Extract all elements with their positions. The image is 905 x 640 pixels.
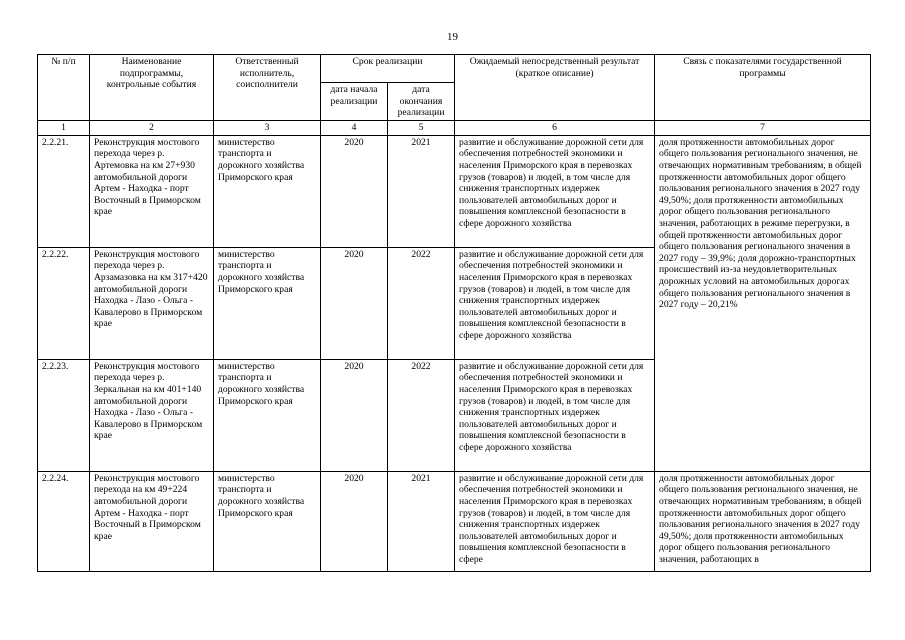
- col-index: 6: [455, 120, 655, 135]
- row-link: доля протяженности автомобильных дорог общего пользования регионального значения, не отвечающих нормативным требованиям, в общей протяженности автомобильных дорог общего пользования регионального значения в 2027 году 49,50%; доля протяженности автомобильных дорог общего пользования регионального значения, работающих в: [655, 471, 871, 571]
- page-number: 19: [447, 31, 458, 43]
- row-name: Реконструкция мостового перехода через р. Арзамазовка на км 317+420 автомобильной дороги Находка - Лазо - Ольга - Кавалерово в Приморском крае: [90, 247, 214, 359]
- row-result: развитие и обслуживание дорожной сети для обеспечения потребностей экономики и населения Приморского края в перевозках грузов (товаров) и людей, в том числе для снижения транспортных издержек пользователей автомобильных дорог и повышения комплексной безопасности в сфере дорожного хозяйства: [455, 247, 655, 359]
- header-term: Срок реализации: [321, 55, 455, 83]
- header-result: Ожидаемый непосредственный результат (краткое описание): [455, 55, 655, 121]
- header-name: Наименование подпрограммы, контрольные события: [90, 55, 214, 121]
- col-index: 3: [214, 120, 321, 135]
- row-executor: министерство транспорта и дорожного хозяйства Приморского края: [214, 247, 321, 359]
- row-executor: министерство транспорта и дорожного хозяйства Приморского края: [214, 359, 321, 471]
- row-name: Реконструкция мостового перехода через р. Артемовка на км 27+930 автомобильной дороги Артем - Находка - порт Восточный в Приморском крае: [90, 135, 214, 247]
- row-end-year: 2021: [388, 471, 455, 571]
- row-result: развитие и обслуживание дорожной сети для обеспечения потребностей экономики и населения Приморского края в перевозках грузов (товаров) и людей, в том числе для снижения транспортных издержек пользователей автомобильных дорог и повышения комплексной безопасности в сфере: [455, 471, 655, 571]
- row-end-year: 2021: [388, 135, 455, 247]
- row-executor: министерство транспорта и дорожного хозяйства Приморского края: [214, 471, 321, 571]
- row-name: Реконструкция мостового перехода на км 49+224 автомобильной дороги Артем - Находка - порт Восточный в Приморском крае: [90, 471, 214, 571]
- program-table: [37, 54, 871, 572]
- row-number: 2.2.24.: [38, 471, 90, 571]
- column-index-row: [38, 120, 871, 135]
- header-num: № п/п: [38, 55, 90, 121]
- row-link-merged: доля протяженности автомобильных дорог общего пользования регионального значения, не отвечающих нормативным требованиям, в общей протяженности автомобильных дорог общего пользования регионального значения в 2027 году 49,50%; доля протяженности автомобильных дорог общего пользования регионального значения, работающих в режиме перегрузки, в общей протяженности автомобильных дорог общего пользования регионального значения в 2027 году – 39,9%; доля дорожно-транспортных происшествий из-за неудовлетворительных дорожных условий на автомобильных дорогах общего пользования регионального значения в 2027 году – 20,21%: [655, 135, 871, 471]
- header-end: дата окончания реализации: [388, 83, 455, 121]
- row-end-year: 2022: [388, 247, 455, 359]
- row-executor: министерство транспорта и дорожного хозяйства Приморского края: [214, 135, 321, 247]
- col-index: 1: [38, 120, 90, 135]
- row-number: 2.2.21.: [38, 135, 90, 247]
- header-executor: Ответственный исполнитель, соисполнители: [214, 55, 321, 121]
- row-start-year: 2020: [321, 247, 388, 359]
- row-start-year: 2020: [321, 135, 388, 247]
- header-start: дата начала реализации: [321, 83, 388, 121]
- row-number: 2.2.22.: [38, 247, 90, 359]
- row-result: развитие и обслуживание дорожной сети для обеспечения потребностей экономики и населения Приморского края в перевозках грузов (товаров) и людей, в том числе для снижения транспортных издержек пользователей автомобильных дорог и повышения комплексной безопасности в сфере дорожного хозяйства: [455, 135, 655, 247]
- col-index: 7: [655, 120, 871, 135]
- col-index: 2: [90, 120, 214, 135]
- row-start-year: 2020: [321, 359, 388, 471]
- row-result: развитие и обслуживание дорожной сети для обеспечения потребностей экономики и населения Приморского края в перевозках грузов (товаров) и людей, в том числе для снижения транспортных издержек пользователей автомобильных дорог и повышения комплексной безопасности в сфере дорожного хозяйства: [455, 359, 655, 471]
- table-row: [38, 135, 871, 247]
- row-number: 2.2.23.: [38, 359, 90, 471]
- row-start-year: 2020: [321, 471, 388, 571]
- col-index: 4: [321, 120, 388, 135]
- col-index: 5: [388, 120, 455, 135]
- row-end-year: 2022: [388, 359, 455, 471]
- header-link: Связь с показателями государственной программы: [655, 55, 871, 121]
- row-name: Реконструкция мостового перехода через р. Зеркальная на км 401+140 автомобильной дороги Находка - Лазо - Ольга - Кавалерово в Приморском крае: [90, 359, 214, 471]
- table-row: [38, 471, 871, 571]
